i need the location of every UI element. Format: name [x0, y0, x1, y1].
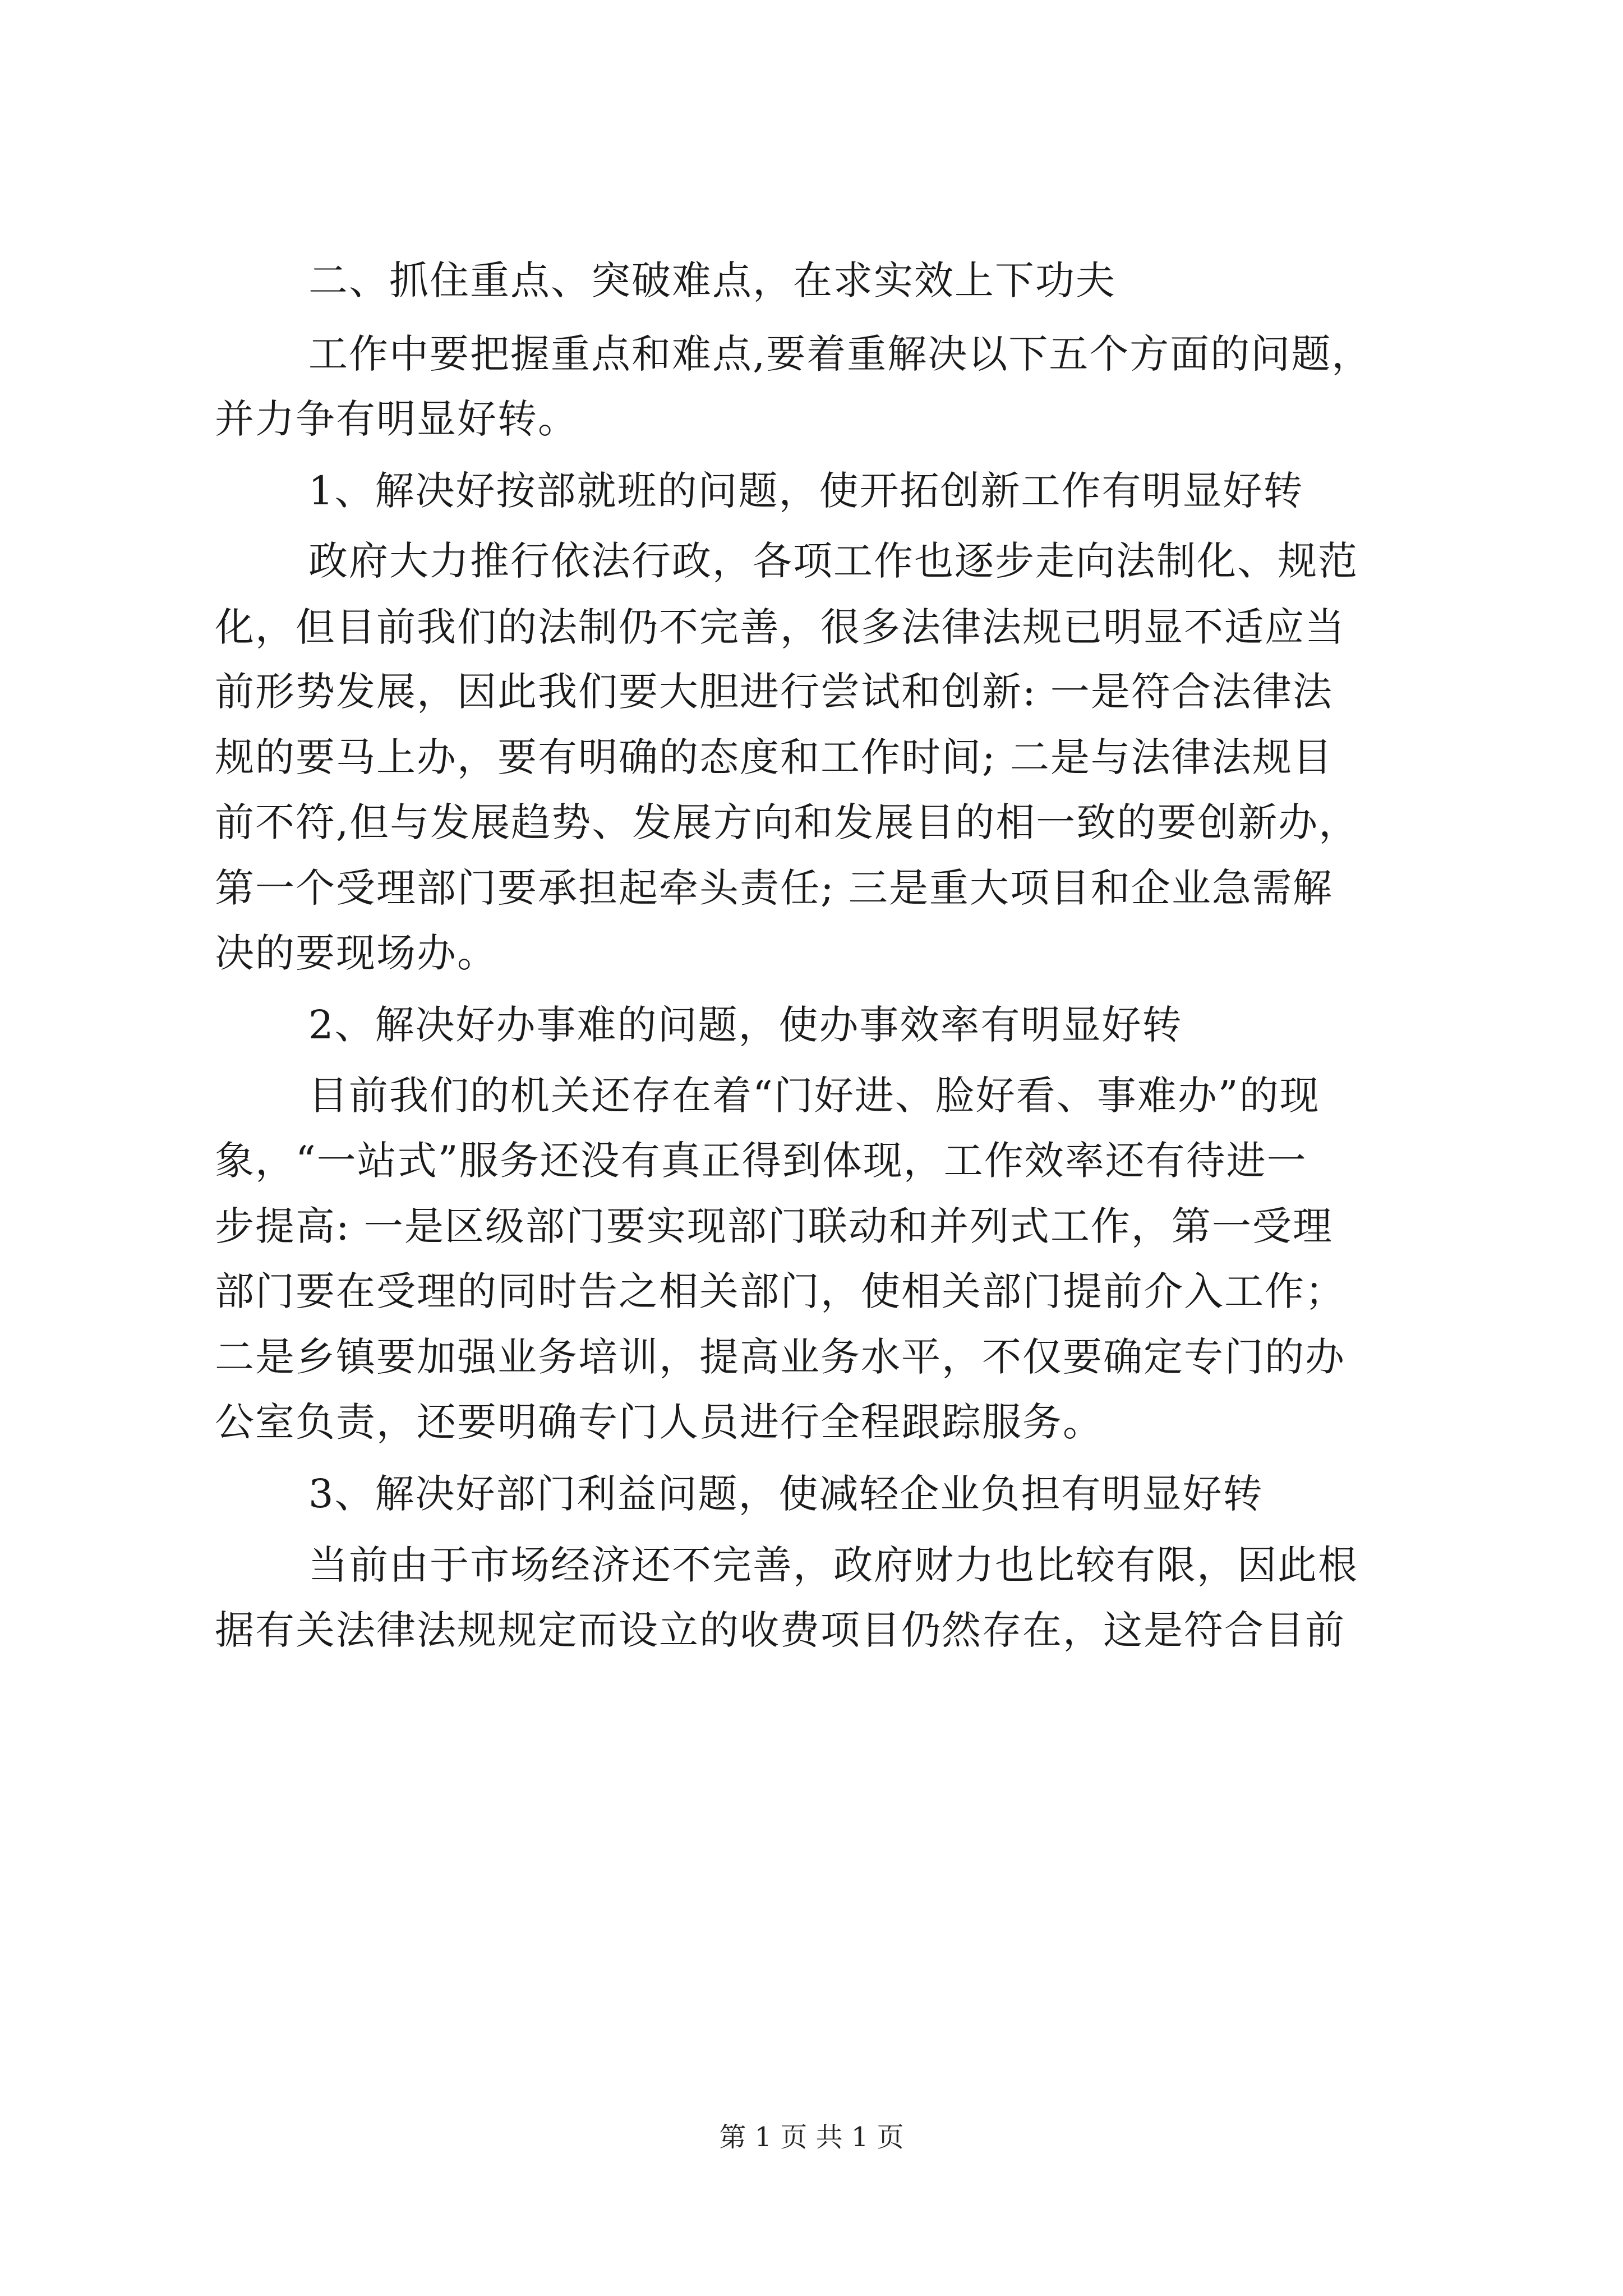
paragraph-line: 决的要现场办。: [215, 930, 497, 976]
paragraph-line: 政府大力推行依法行政，各项工作也逐步走向法制化、规范: [308, 538, 1358, 584]
page-number-footer: 第 1 页 共 1 页: [719, 2122, 904, 2153]
subsection-heading: 3、解决好部门利益问题，使减轻企业负担有明显好转: [308, 1471, 1264, 1517]
paragraph-line: 步提高: 一是区级部门要实现部门联动和并列式工作，第一受理: [215, 1203, 1333, 1249]
paragraph-line: 二是乡镇要加强业务培训，提高业务水平，不仅要确定专门的办: [215, 1334, 1345, 1380]
paragraph-line: 据有关法律法规规定而设立的收费项目仍然存在，这是符合目前: [215, 1607, 1345, 1653]
paragraph-line: 公室负责，还要明确专门人员进行全程跟踪服务。: [215, 1399, 1103, 1445]
subsection-heading: 2、解决好办事难的问题，使办事效率有明显好转: [308, 1002, 1183, 1048]
paragraph-line: 当前由于市场经济还不完善，政府财力也比较有限，因此根: [308, 1542, 1358, 1588]
subsection-heading: 1、解决好按部就班的问题，使开拓创新工作有明显好转: [308, 468, 1304, 514]
paragraph-line: 并力争有明显好转。: [215, 396, 578, 442]
paragraph-line: 前不符,但与发展趋势、发展方向和发展目的相一致的要创新办，: [215, 799, 1359, 845]
paragraph-line: 前形势发展，因此我们要大胆进行尝试和创新: 一是符合法律法: [215, 669, 1333, 715]
paragraph-line: 象，“一站式”服务还没有真正得到体现，工作效率还有待进一: [215, 1138, 1307, 1184]
section-heading: 二、抓住重点、突破难点，在求实效上下功夫: [308, 257, 1116, 303]
paragraph-line: 部门要在受理的同时告之相关部门，使相关部门提前介入工作；: [215, 1268, 1345, 1314]
paragraph-line: 第一个受理部门要承担起牵头责任; 三是重大项目和企业急需解: [215, 865, 1333, 911]
paragraph-line: 工作中要把握重点和难点,要着重解决以下五个方面的问题，: [308, 331, 1372, 377]
paragraph-line: 目前我们的机关还存在着“门好进、脸好看、事难办”的现: [308, 1073, 1320, 1119]
paragraph-line: 规的要马上办，要有明确的态度和工作时间; 二是与法律法规目: [215, 734, 1333, 780]
paragraph-line: 化，但目前我们的法制仍不完善，很多法律法规已明显不适应当: [215, 604, 1345, 650]
